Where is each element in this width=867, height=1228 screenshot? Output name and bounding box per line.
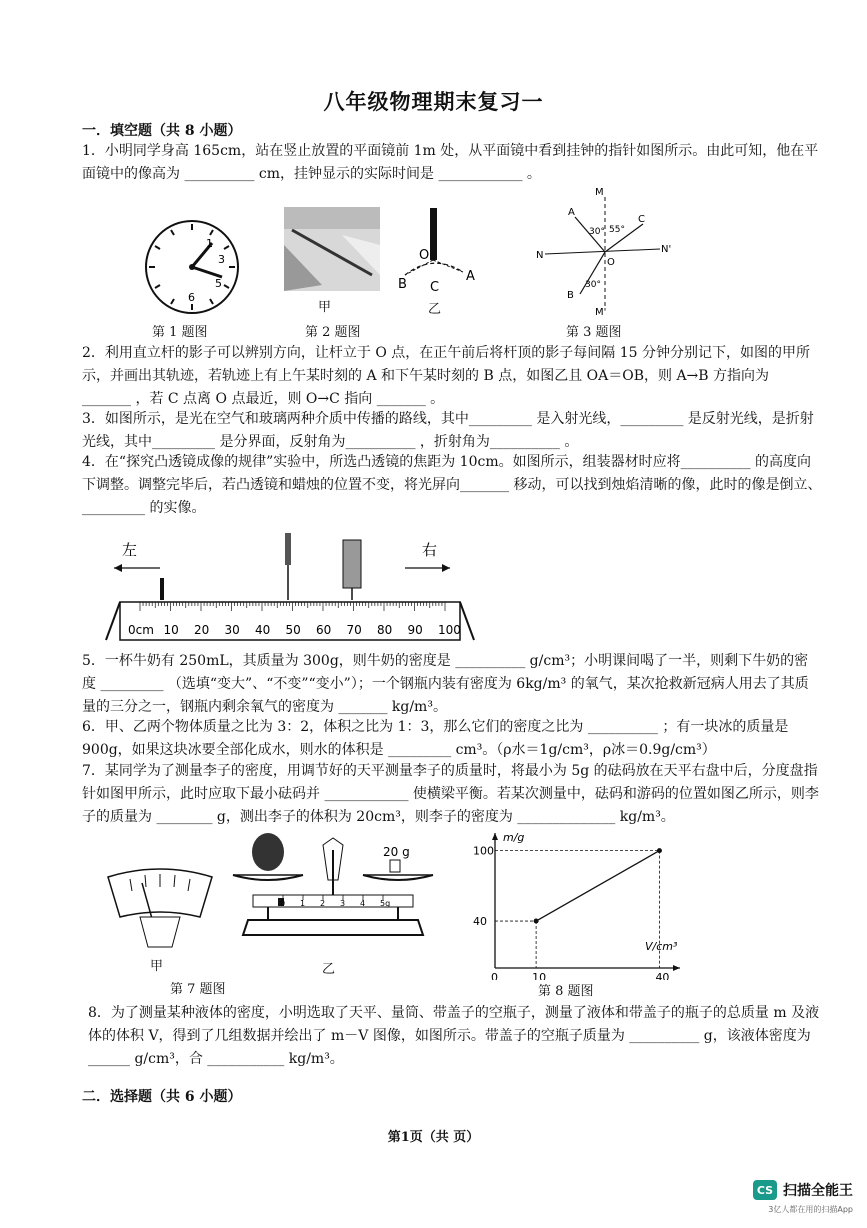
data-line [536, 851, 659, 921]
lens [285, 533, 291, 565]
question-8: 8．为了测量某种液体的密度，小明选取了天平、量筒、带盖子的空瓶子，测量了液体和带盖子的瓶子的总质量 m 及液体的体积 V，得到了几组数据并绘出了 m－V 图像，如图所示。带盖子的空瓶子质量为 __________ g，该液体密度为 ______ g/cm³，合 ___________ kg/m³。 [88, 1005, 820, 1067]
angle-label-1: 30° [589, 227, 605, 237]
mv-chart [450, 828, 700, 980]
balance-scale-label: 0 [280, 899, 286, 908]
bench-tick-label: 40 [255, 623, 271, 637]
label-n-prime: N' [661, 244, 672, 255]
balance-scale-label: 3 [340, 899, 346, 908]
bench-tick-label: 70 [346, 623, 362, 637]
left-label: 左 [122, 541, 138, 559]
label-m: M [595, 187, 604, 198]
fig8-caption: 第 8 题图 [538, 984, 594, 999]
optical-bench [100, 528, 485, 650]
scanner-watermark [753, 1180, 853, 1200]
label-m-prime: M' [595, 307, 607, 317]
fig1-caption: 第 1 题图 [152, 325, 208, 340]
svg-text:6: 6 [188, 291, 195, 304]
shadow-photo [282, 205, 382, 295]
bench-tick-label: 10 [163, 623, 179, 637]
question-1: 1．小明同学身高 165cm，站在竖止放置的平面镜前 1m 处，从平面镜中看到挂钟的指针如图所示。由此可知，他在平面镜中的像高为 __________ cm，挂钟显示的实际时间是 ____________ 。 [82, 143, 819, 182]
data-point [534, 919, 539, 924]
label-a: A [568, 207, 575, 218]
svg-text:3: 3 [218, 253, 225, 266]
bench-tick-label: 20 [194, 623, 210, 637]
angle-label-2: 55° [609, 225, 625, 235]
page-title: 八年级物理期末复习一 [323, 89, 544, 114]
svg-text:5: 5 [215, 277, 222, 290]
fig2-caption: 第 2 题图 [305, 325, 361, 340]
balance-pointer-scale [100, 865, 220, 955]
fig7-caption: 第 7 题图 [170, 982, 226, 997]
balance-scale-label: 5g [380, 899, 391, 908]
question-3: 3．如图所示，是光在空气和玻璃两种介质中传播的路线，其中_________ 是入射光线，_________ 是反射光线，是折射光线，其中_________ 是分界面，反射角为__________ ，折射角为__________ 。 [82, 411, 814, 450]
plum [252, 833, 284, 871]
x-tick-label: 0 [491, 971, 498, 980]
label-o: O [607, 257, 615, 268]
point-b-label: B [398, 277, 407, 292]
fig2-yi-label: 乙 [428, 302, 442, 317]
data-point [657, 848, 662, 853]
fig7-yi-label: 乙 [322, 962, 336, 977]
section-2-heading: 二．选择题（共 6 小题） [82, 1089, 242, 1105]
label-c: C [638, 214, 645, 225]
section-1-heading: 一．填空题（共 8 小题） [82, 123, 242, 139]
light-ray-diagram [535, 182, 685, 317]
label-n: N [536, 250, 544, 261]
x-axis-label: V/cm³ [645, 940, 678, 953]
screen [343, 540, 361, 588]
y-tick-label: 100 [473, 844, 494, 858]
question-4: 4．在“探究凸透镜成像的规律”实验中，所选凸透镜的焦距为 10cm。如图所示，组装器材时应将__________ 的高度向下调整。调整完毕后，若凸透镜和蜡烛的位置不变，将光屏向_______ 移动，可以找到烛焰清晰的像，此时的像是倒立、_________ 的实像。 [82, 454, 822, 516]
page-footer: 第1页（共 页） [387, 1130, 480, 1145]
y-tick-label: 40 [473, 915, 487, 929]
bench-tick-label: 0cm [128, 623, 154, 637]
label-b: B [567, 290, 574, 301]
balance-scale-label: 1 [300, 899, 306, 908]
fig2-jia-label: 甲 [318, 300, 332, 315]
fig3-caption: 第 3 题图 [566, 325, 622, 340]
balance-figure [228, 830, 438, 955]
point-c-label: C [430, 280, 440, 295]
scanner-logo-badge: CS [753, 1180, 777, 1200]
scanner-logo-name: 扫描全能王 [783, 1183, 853, 1199]
y-axis-label: m/g [503, 831, 525, 844]
bench-tick-label: 80 [377, 623, 393, 637]
fig7-jia-label: 甲 [150, 959, 164, 974]
weight-label: 20 g [383, 845, 410, 859]
question-6: 6．甲、乙两个物体质量之比为 3：2，体积之比为 1：3，那么它们的密度之比为 __________ ；有一块冰的质量是 900g，如果这块冰要全部化成水，则水的体积是 _________ cm³。（ρ水＝1g/cm³，ρ冰＝0.9g/cm³） [82, 719, 789, 758]
bench-tick-label: 90 [407, 623, 423, 637]
bench-tick-label: 100 [438, 623, 461, 637]
bench-tick-label: 30 [224, 623, 240, 637]
clock-figure [140, 215, 250, 320]
shadow-diagram [390, 205, 490, 300]
scanner-logo-sub: 3亿人都在用的扫描App [768, 1205, 853, 1214]
balance-scale-label: 4 [360, 899, 366, 908]
balance-scale-label: 2 [320, 899, 326, 908]
bench-tick-label: 60 [316, 623, 332, 637]
bench-tick-label: 50 [285, 623, 301, 637]
angle-label-3: 30° [585, 280, 601, 290]
right-label: 右 [422, 541, 438, 559]
question-7: 7．某同学为了测量李子的密度，用调节好的天平测量李子的质量时，将最小为 5g 的砝码放在天平右盘中后，分度盘指针如图甲所示，此时应取下最小砝码并 ____________ 使横梁平衡。若某次测量中，砝码和游码的位置如图乙所示，则李子的质量为 ________ g，测出李子的体积为 20cm³，则李子的密度为 ______________ kg/m³。 [82, 763, 819, 825]
point-o-label: O [419, 248, 430, 263]
x-tick-label: 40 [655, 971, 670, 980]
x-tick-label: 10 [532, 971, 547, 980]
question-5: 5．一杯牛奶有 250mL，其质量为 300g，则牛奶的密度是 __________ g/cm³；小明课间喝了一半，则剩下牛奶的密度 _________ （选填“变大”、“不变”“变小”）；一个钢瓶内装有密度为 6kg/m³ 的氧气，某次抢救新冠病人用去了其质量的三分之一，钢瓶内剩余氧气的密度为 _______ kg/m³。 [82, 653, 809, 715]
point-a-label: A [466, 269, 475, 284]
question-2: 2．利用直立杆的影子可以辨别方向，让杆立于 O 点，在正午前后将杆顶的影子每间隔 15 分钟分别记下，如图的甲所示，并画出其轨迹，若轨迹上有上午某时刻的 A 和下午某时刻的 B 点，如图乙且 OA＝OB，则 A→B 方指向为 _______ ，若 C 点离 O 点最近，则 O→C 指向 _______ 。 [82, 345, 810, 407]
candle [160, 578, 164, 600]
svg-text:1: 1 [206, 237, 213, 250]
